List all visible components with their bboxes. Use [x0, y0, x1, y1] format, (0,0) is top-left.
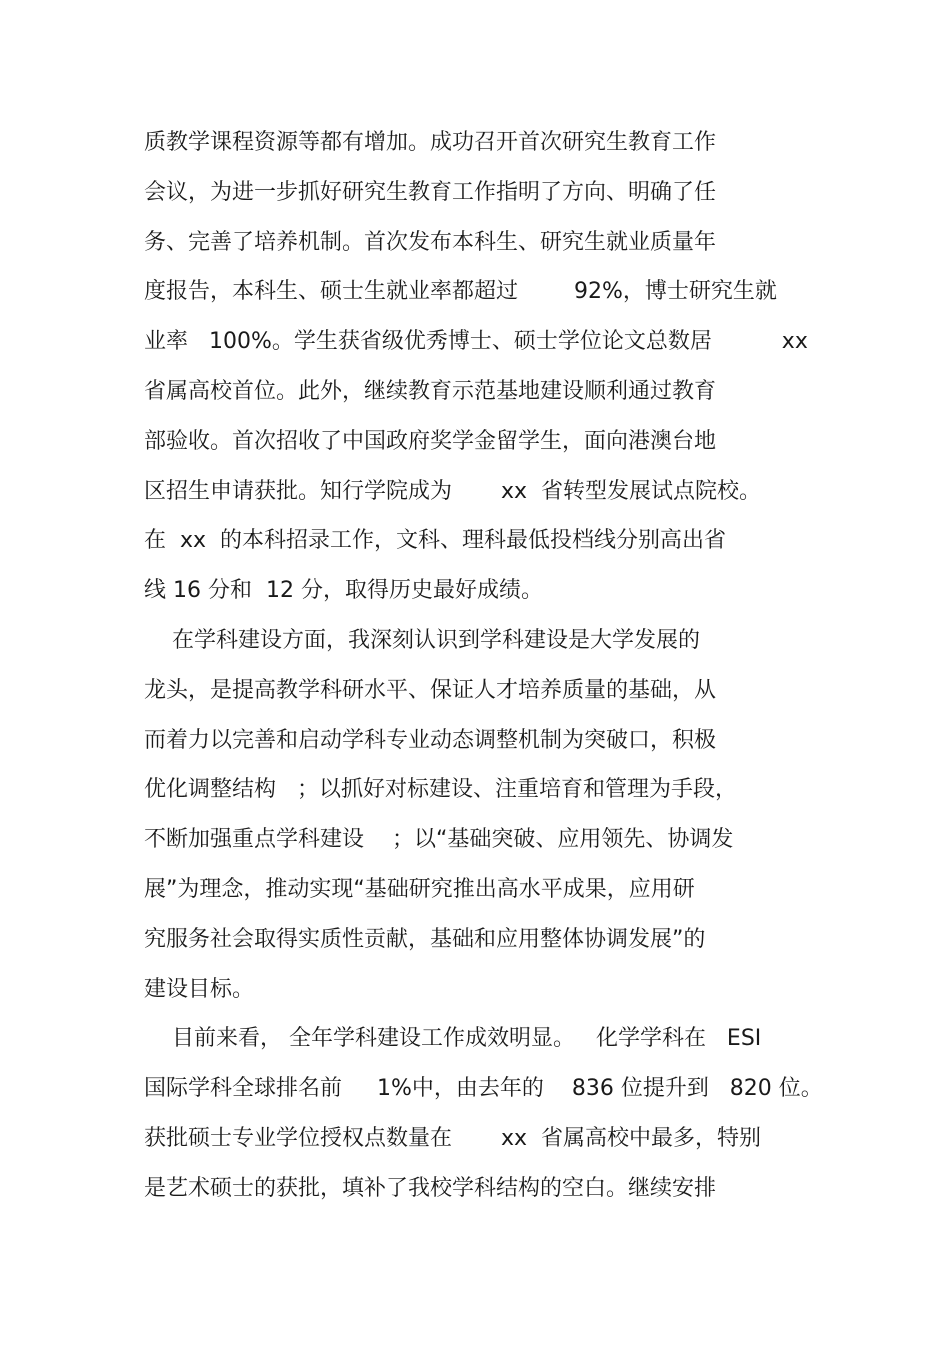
- text-line: 获批硕士专业学位授权点数量在 xx 省属高校中最多，特别: [144, 1125, 761, 1151]
- text-line: 业率 100%。学生获省级优秀博士、硕士学位论文总数居 xx: [144, 329, 808, 355]
- text-line: 而着力以完善和启动学科专业动态调整机制为突破口，积极: [144, 727, 717, 753]
- text-line: 国际学科全球排名前 1%中，由去年的 836 位提升到 820 位。: [144, 1076, 823, 1102]
- text-line: 是艺术硕士的获批，填补了我校学科结构的空白。继续安排: [144, 1175, 717, 1201]
- text-line: 会议，为进一步抓好研究生教育工作指明了方向、明确了任: [144, 179, 717, 205]
- text-line: 建设目标。: [144, 976, 255, 1002]
- text-line: 度报告，本科生、硕士生就业率都超过 92%，博士研究生就: [144, 279, 777, 305]
- text-line: 究服务社会取得实质性贡献，基础和应用整体协调发展”的: [144, 926, 706, 952]
- text-line: 龙头，是提高教学科研水平、保证人才培养质量的基础，从: [144, 677, 717, 703]
- text-line: 部验收。首次招收了中国政府奖学金留学生，面向港澳台地: [144, 428, 717, 454]
- text-line: 线 16 分和 12 分，取得历史最好成绩。: [144, 578, 543, 604]
- paragraph-start-line: 在学科建设方面，我深刻认识到学科建设是大学发展的: [144, 627, 700, 653]
- text-line: 在 xx 的本科招录工作，文科、理科最低投档线分别高出省: [144, 528, 727, 554]
- text-line: 省属高校首位。此外，继续教育示范基地建设顺利通过教育: [144, 378, 717, 404]
- text-line: 质教学课程资源等都有增加。成功召开首次研究生教育工作: [144, 130, 717, 155]
- text-line: 务、完善了培养机制。首次发布本科生、研究生就业质量年: [144, 229, 717, 255]
- text-line: 优化调整结构 ；以抓好对标建设、注重培育和管理为手段，: [144, 777, 737, 803]
- body-text: [144, 118, 824, 1214]
- text-line: 区招生申请获批。知行学院成为 xx 省转型发展试点院校。: [144, 478, 761, 504]
- paragraph-start-line: 目前来看， 全年学科建设工作成效明显。 化学学科在 ESI: [144, 1026, 762, 1052]
- text-line: 不断加强重点学科建设 ；以“基础突破、应用领先、协调发: [144, 827, 734, 853]
- text-line: 展”为理念，推动实现“基础研究推出高水平成果，应用研: [144, 876, 695, 902]
